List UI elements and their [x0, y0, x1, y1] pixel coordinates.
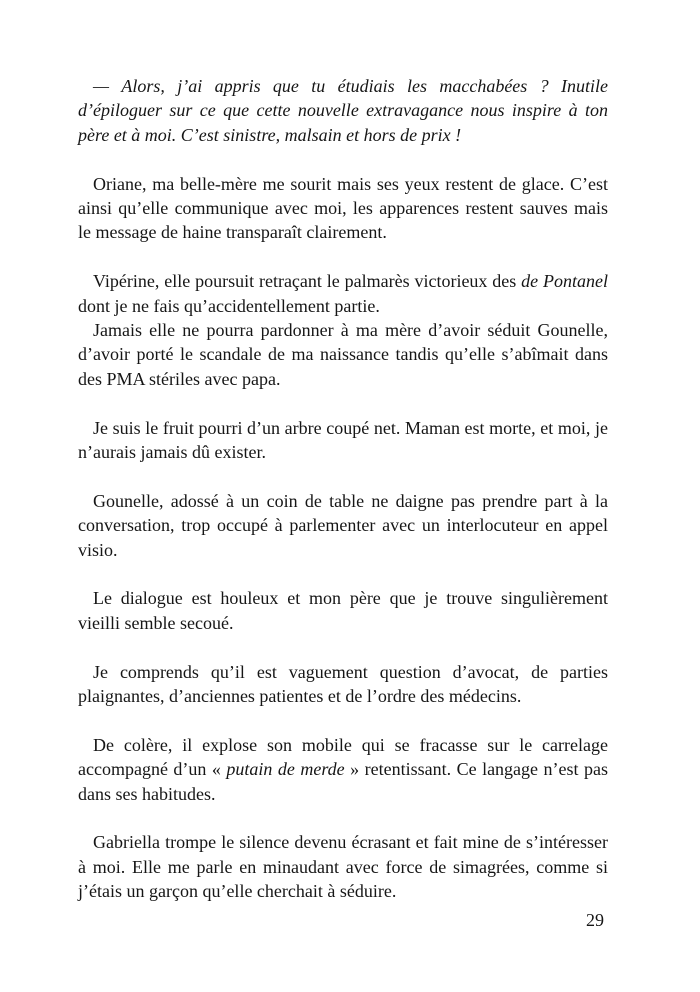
narration-paragraph	[78, 416, 608, 465]
paragraph-run: » retentissant. Ce langage n’est pas dans ses habitudes.	[78, 759, 608, 804]
paragraph-run: Gounelle, adossé à un coin de table ne daigne pas prendre part à la conversation, trop occupé à parlementer avec un interlocuteur en appel visio.	[78, 490, 608, 560]
narration-paragraph	[78, 660, 608, 709]
paragraph-run: Je suis le fruit pourri d’un arbre coupé net. Maman est morte, et moi, je n’aurais jamais dû exister.	[78, 417, 608, 463]
narration-paragraph	[78, 172, 608, 245]
page-text-block	[78, 74, 608, 904]
paragraph-run: dont je ne fais qu’accidentellement partie.	[78, 295, 380, 316]
narration-paragraph	[78, 830, 608, 903]
emphasis-run: de Pontanel	[521, 271, 608, 292]
paragraph-run: Oriane, ma belle-mère me sourit mais ses yeux restent de glace. C’est ainsi qu’elle communique avec moi, les apparences restent sauves mais le message de haine transparaît clairement.	[78, 173, 608, 243]
narration-paragraph	[78, 318, 608, 391]
dialogue-paragraph	[78, 74, 608, 147]
paragraph-run: Jamais elle ne pourra pardonner à ma mère d’avoir séduit Gounelle, d’avoir porté le scandale de ma naissance tandis qu’elle s’abîmait dans des PMA stériles avec papa.	[78, 320, 608, 389]
paragraph-run: Vipérine, elle poursuit retraçant le palmarès victorieux des	[93, 271, 522, 292]
narration-paragraph	[78, 269, 608, 318]
paragraph-run: Gabriella trompe le silence devenu écrasant et fait mine de s’intéresser à moi. Elle me parle en minaudant avec force de simagrées, comme si j’étais un garçon qu’elle cherchait à séduire.	[78, 832, 608, 902]
narration-paragraph	[78, 586, 608, 635]
paragraph-run: Le dialogue est houleux et mon père que je trouve singulièrement vieilli semble secoué.	[78, 588, 608, 633]
narration-paragraph	[78, 489, 608, 562]
paragraph-run: — Alors, j’ai appris que tu étudiais les macchabées ? Inutile d’épiloguer sur ce que cette nouvelle extravagance nous inspire à ton père et à moi. C’est sinistre, malsain et hors de prix !	[78, 76, 608, 145]
emphasis-run: putain de merde	[226, 759, 345, 780]
paragraph-run: De colère, il explose son mobile qui se fracasse sur le carrelage accompagné d’un «	[78, 734, 608, 780]
page-number: 29	[586, 910, 604, 930]
narration-paragraph	[78, 733, 608, 806]
paragraph-run: Je comprends qu’il est vaguement question d’avocat, de parties plaignantes, d’anciennes patientes et de l’ordre des médecins.	[78, 661, 608, 707]
